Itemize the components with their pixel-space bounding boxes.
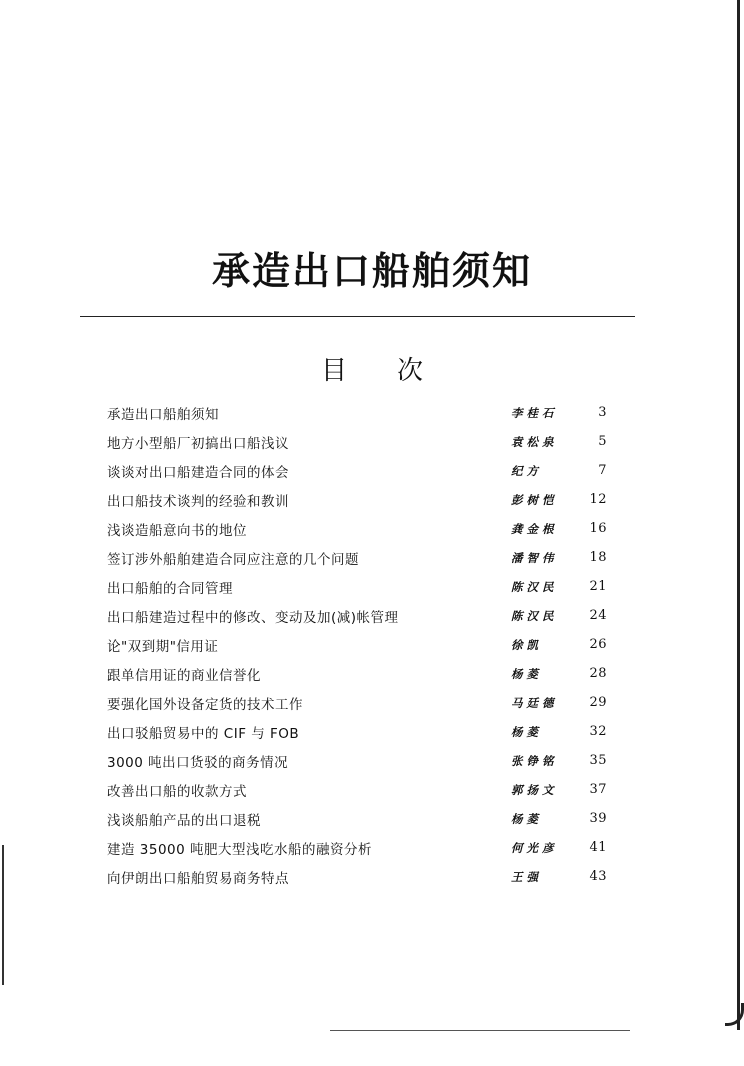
toc-entry-page-number: 3 [598, 405, 607, 420]
toc-entry[interactable] [107, 485, 607, 514]
toc-entry[interactable] [107, 862, 607, 891]
toc-entry-title: 浅谈船舶产品的出口退税 [107, 812, 261, 829]
toc-entry-author: 龚金根 [511, 521, 558, 536]
toc-entry-title: 跟单信用证的商业信誉化 [107, 667, 261, 684]
toc-entry-page-number: 39 [589, 811, 607, 826]
toc-entry-title: 出口船舶的合同管理 [107, 580, 233, 597]
toc-entry-page-number: 21 [589, 579, 607, 594]
toc-entry-page-number: 24 [589, 608, 607, 623]
toc-entry-author: 袁松泉 [511, 434, 558, 449]
toc-entry[interactable] [107, 514, 607, 543]
toc-entry-page-number: 28 [589, 666, 607, 681]
toc-entry-author: 潘智伟 [511, 550, 558, 565]
toc-entry-page-number: 43 [589, 869, 607, 884]
page-corner-curl [725, 1003, 744, 1026]
toc-entry[interactable] [107, 659, 607, 688]
toc-entry-title: 出口船建造过程中的修改、变动及加(减)帐管理 [107, 609, 399, 626]
toc-entry[interactable] [107, 804, 607, 833]
toc-entry-title: 谈谈对出口船建造合同的体会 [107, 464, 289, 481]
toc-entry-title: 改善出口船的收款方式 [107, 783, 247, 800]
title-divider [80, 316, 635, 317]
toc-entry[interactable] [107, 601, 607, 630]
scan-edge-left [2, 845, 4, 985]
table-of-contents [107, 398, 607, 891]
toc-entry-page-number: 35 [589, 753, 607, 768]
toc-entry-page-number: 7 [598, 463, 607, 478]
toc-entry-page-number: 37 [589, 782, 607, 797]
toc-entry-title: 要强化国外设备定货的技术工作 [107, 696, 303, 713]
bottom-rule [330, 1030, 630, 1031]
toc-entry-author: 张铮铭 [511, 753, 558, 768]
toc-entry-title: 向伊朗出口船舶贸易商务特点 [107, 870, 289, 887]
toc-entry-author: 陈汉民 [511, 579, 558, 594]
toc-entry-author: 何光彦 [511, 840, 558, 855]
toc-entry[interactable] [107, 746, 607, 775]
toc-entry-title: 出口船技术谈判的经验和教训 [107, 493, 289, 510]
toc-entry-page-number: 32 [589, 724, 607, 739]
toc-entry[interactable] [107, 456, 607, 485]
toc-entry-author: 王强 [511, 869, 542, 884]
toc-entry-author: 郭扬文 [511, 782, 558, 797]
toc-entry-page-number: 5 [598, 434, 607, 449]
page-title: 承造出口船舶须知 [211, 249, 532, 293]
toc-entry-page-number: 18 [589, 550, 607, 565]
toc-entry[interactable] [107, 630, 607, 659]
toc-entry[interactable] [107, 427, 607, 456]
toc-entry-title: 浅谈造船意向书的地位 [107, 522, 247, 539]
toc-entry-author: 陈汉民 [511, 608, 558, 623]
toc-entry-author: 彭树恺 [511, 492, 558, 507]
toc-entry[interactable] [107, 572, 607, 601]
toc-entry[interactable] [107, 833, 607, 862]
toc-entry-author: 马廷德 [511, 695, 558, 710]
toc-entry-title: 地方小型船厂初搞出口船浅议 [107, 435, 289, 452]
toc-entry-page-number: 41 [589, 840, 607, 855]
toc-entry-author: 徐凯 [511, 637, 542, 652]
toc-entry-page-number: 29 [589, 695, 607, 710]
toc-entry-author: 杨菱 [511, 724, 542, 739]
toc-entry[interactable] [107, 543, 607, 572]
toc-entry-title: 出口驳船贸易中的 CIF 与 FOB [107, 725, 300, 742]
toc-entry[interactable] [107, 398, 607, 427]
toc-entry-author: 李桂石 [511, 405, 558, 420]
toc-entry-author: 杨菱 [511, 811, 542, 826]
scan-edge-right [737, 0, 740, 1030]
toc-entry-title: 建造 35000 吨肥大型浅吃水船的融资分析 [107, 841, 373, 858]
toc-entry[interactable] [107, 688, 607, 717]
toc-entry-author: 杨菱 [511, 666, 542, 681]
toc-entry-page-number: 12 [589, 492, 607, 507]
toc-entry[interactable] [107, 717, 607, 746]
toc-heading: 目次 [320, 356, 473, 386]
toc-entry[interactable] [107, 775, 607, 804]
toc-entry-title: 论"双到期"信用证 [107, 638, 219, 655]
toc-entry-page-number: 16 [589, 521, 607, 536]
toc-entry-title: 承造出口船舶须知 [107, 406, 219, 423]
toc-entry-page-number: 26 [589, 637, 607, 652]
toc-entry-title: 签订涉外船舶建造合同应注意的几个问题 [107, 551, 359, 568]
toc-entry-author: 纪方 [511, 463, 542, 478]
toc-entry-title: 3000 吨出口货驳的商务情况 [107, 754, 289, 771]
